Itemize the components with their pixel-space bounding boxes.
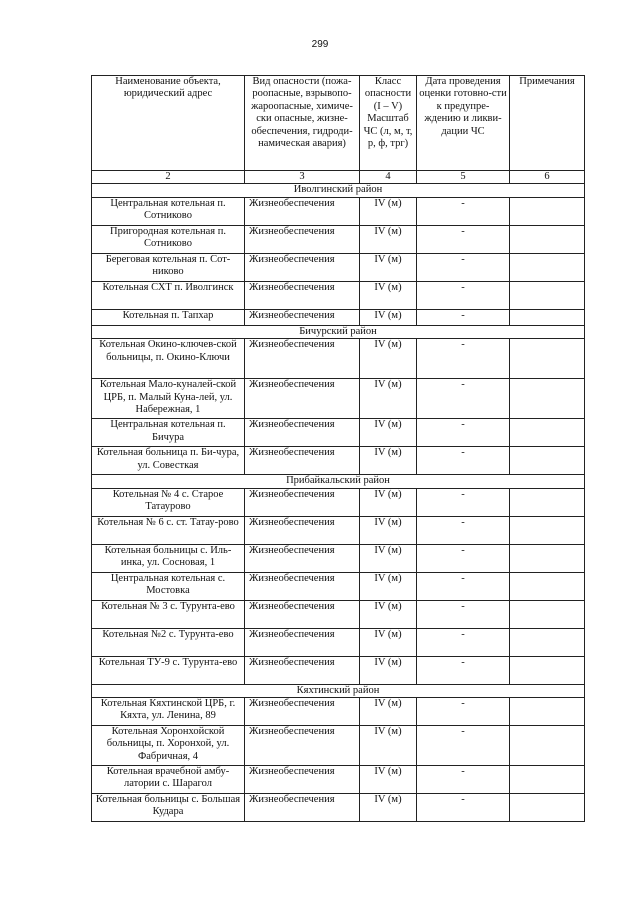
table-row <box>92 197 585 225</box>
assessment-date-cell: - <box>417 309 510 325</box>
table-row <box>92 628 585 656</box>
table-row <box>92 379 585 419</box>
object-name-cell: Котельная больницы с. Иль-инка, ул. Сосновая, 1 <box>92 544 245 572</box>
hazard-class-cell: IV (м) <box>360 339 417 379</box>
note-cell <box>510 572 585 600</box>
hazard-type-cell: Жизнеобеспечения <box>245 628 360 656</box>
hazard-type-cell: Жизнеобеспечения <box>245 281 360 309</box>
object-name-cell: Пригородная котельная п. Сотниково <box>92 225 245 253</box>
table-row <box>92 726 585 766</box>
section-title: Бичурский район <box>92 325 585 338</box>
table-row <box>92 698 585 726</box>
assessment-date-cell: - <box>417 488 510 516</box>
hazard-class-cell: IV (м) <box>360 766 417 794</box>
note-cell <box>510 281 585 309</box>
note-cell <box>510 628 585 656</box>
object-name-cell: Котельная больницы с. Большая Кудара <box>92 794 245 822</box>
assessment-date-cell: - <box>417 197 510 225</box>
hazard-type-cell: Жизнеобеспечения <box>245 225 360 253</box>
column-number: 3 <box>245 171 360 184</box>
note-cell <box>510 600 585 628</box>
note-cell <box>510 516 585 544</box>
assessment-date-cell: - <box>417 572 510 600</box>
table-row <box>92 544 585 572</box>
assessment-date-cell: - <box>417 726 510 766</box>
section-title: Иволгинский район <box>92 184 585 197</box>
assessment-date-cell: - <box>417 253 510 281</box>
hazard-type-cell: Жизнеобеспечения <box>245 197 360 225</box>
assessment-date-cell: - <box>417 339 510 379</box>
table-row <box>92 309 585 325</box>
table-row <box>92 225 585 253</box>
object-name-cell: Котельная п. Тапхар <box>92 309 245 325</box>
hazard-type-cell: Жизнеобеспечения <box>245 600 360 628</box>
hazard-type-cell: Жизнеобеспечения <box>245 544 360 572</box>
hazard-class-cell: IV (м) <box>360 698 417 726</box>
column-number: 5 <box>417 171 510 184</box>
assessment-date-cell: - <box>417 656 510 684</box>
assessment-date-cell: - <box>417 766 510 794</box>
hazard-class-cell: IV (м) <box>360 656 417 684</box>
object-name-cell: Центральная котельная п. Бичура <box>92 419 245 447</box>
hazard-type-cell: Жизнеобеспечения <box>245 726 360 766</box>
hazard-class-cell: IV (м) <box>360 447 417 475</box>
column-number-row <box>92 171 585 184</box>
note-cell <box>510 726 585 766</box>
object-name-cell: Котельная № 3 с. Турунта-ево <box>92 600 245 628</box>
section-row <box>92 475 585 488</box>
hazard-class-cell: IV (м) <box>360 419 417 447</box>
note-cell <box>510 766 585 794</box>
assessment-date-cell: - <box>417 419 510 447</box>
note-cell <box>510 379 585 419</box>
hazard-type-cell: Жизнеобеспечения <box>245 379 360 419</box>
column-number: 4 <box>360 171 417 184</box>
assessment-date-cell: - <box>417 544 510 572</box>
hazard-type-cell: Жизнеобеспечения <box>245 572 360 600</box>
note-cell <box>510 309 585 325</box>
hazard-type-cell: Жизнеобеспечения <box>245 766 360 794</box>
hazard-class-cell: IV (м) <box>360 544 417 572</box>
column-number: 2 <box>92 171 245 184</box>
table-row <box>92 253 585 281</box>
object-name-cell: Котельная № 4 с. Старое Татаурово <box>92 488 245 516</box>
hazard-type-cell: Жизнеобеспечения <box>245 447 360 475</box>
table-row <box>92 339 585 379</box>
object-name-cell: Центральная котельная п. Сотниково <box>92 197 245 225</box>
note-cell <box>510 225 585 253</box>
note-cell <box>510 447 585 475</box>
note-cell <box>510 197 585 225</box>
table-row <box>92 794 585 822</box>
note-cell <box>510 339 585 379</box>
hazard-type-cell: Жизнеобеспечения <box>245 488 360 516</box>
assessment-date-cell: - <box>417 628 510 656</box>
object-name-cell: Береговая котельная п. Сот-никово <box>92 253 245 281</box>
hazard-type-cell: Жизнеобеспечения <box>245 309 360 325</box>
hazard-class-cell: IV (м) <box>360 726 417 766</box>
hazard-class-cell: IV (м) <box>360 628 417 656</box>
hazard-type-cell: Жизнеобеспечения <box>245 516 360 544</box>
column-header: Класс опасности (I – V) Масштаб ЧС (л, м, т, р, ф, трг) <box>360 76 417 171</box>
assessment-date-cell: - <box>417 516 510 544</box>
note-cell <box>510 544 585 572</box>
note-cell <box>510 253 585 281</box>
hazard-class-cell: IV (м) <box>360 281 417 309</box>
assessment-date-cell: - <box>417 225 510 253</box>
hazard-class-cell: IV (м) <box>360 572 417 600</box>
page-number: 299 <box>311 39 329 50</box>
hazard-class-cell: IV (м) <box>360 794 417 822</box>
note-cell <box>510 794 585 822</box>
table-row <box>92 281 585 309</box>
column-header: Дата проведения оценки готовно-сти к предупре-ждению и ликви-дации ЧС <box>417 76 510 171</box>
object-name-cell: Котельная ТУ-9 с. Турунта-ево <box>92 656 245 684</box>
section-title: Прибайкальский район <box>92 475 585 488</box>
object-name-cell: Котельная Кяхтинской ЦРБ, г. Кяхта, ул. Ленина, 89 <box>92 698 245 726</box>
table-row <box>92 516 585 544</box>
hazard-class-cell: IV (м) <box>360 379 417 419</box>
table-row <box>92 419 585 447</box>
table-header-row <box>92 76 585 171</box>
hazard-type-cell: Жизнеобеспечения <box>245 794 360 822</box>
column-header: Наименование объекта, юридический адрес <box>92 76 245 171</box>
hazard-class-cell: IV (м) <box>360 309 417 325</box>
assessment-date-cell: - <box>417 379 510 419</box>
hazard-type-cell: Жизнеобеспечения <box>245 419 360 447</box>
note-cell <box>510 698 585 726</box>
note-cell <box>510 656 585 684</box>
column-number: 6 <box>510 171 585 184</box>
assessment-date-cell: - <box>417 281 510 309</box>
hazard-class-cell: IV (м) <box>360 197 417 225</box>
object-name-cell: Котельная Хоронхойской больницы, п. Хоронхой, ул. Фабричная, 4 <box>92 726 245 766</box>
table-row <box>92 572 585 600</box>
object-name-cell: Котельная врачебной амбу-латории с. Шарагол <box>92 766 245 794</box>
assessment-date-cell: - <box>417 447 510 475</box>
hazard-class-cell: IV (м) <box>360 488 417 516</box>
column-header: Примечания <box>510 76 585 171</box>
hazard-class-cell: IV (м) <box>360 516 417 544</box>
section-row <box>92 184 585 197</box>
column-header: Вид опасности (пожа-роопасные, взрывопо-жароопасные, химиче-ски опасные, жизне-обеспечения, гидроди-намическая авария) <box>245 76 360 171</box>
hazard-objects-table <box>91 75 585 822</box>
object-name-cell: Котельная Окино-ключев-ской больницы, п. Окино-Ключи <box>92 339 245 379</box>
object-name-cell: Котельная № 6 с. ст. Татау-рово <box>92 516 245 544</box>
hazard-type-cell: Жизнеобеспечения <box>245 698 360 726</box>
hazard-class-cell: IV (м) <box>360 600 417 628</box>
object-name-cell: Центральная котельная с. Мостовка <box>92 572 245 600</box>
assessment-date-cell: - <box>417 600 510 628</box>
table-row <box>92 488 585 516</box>
note-cell <box>510 488 585 516</box>
hazard-class-cell: IV (м) <box>360 225 417 253</box>
assessment-date-cell: - <box>417 698 510 726</box>
assessment-date-cell: - <box>417 794 510 822</box>
object-name-cell: Котельная Мало-куналей-ской ЦРБ, п. Малый Куна-лей, ул. Набережная, 1 <box>92 379 245 419</box>
table-row <box>92 600 585 628</box>
object-name-cell: Котельная №2 с. Турунта-ево <box>92 628 245 656</box>
hazard-type-cell: Жизнеобеспечения <box>245 253 360 281</box>
object-name-cell: Котельная СХТ п. Иволгинск <box>92 281 245 309</box>
table-row <box>92 447 585 475</box>
hazard-type-cell: Жизнеобеспечения <box>245 339 360 379</box>
note-cell <box>510 419 585 447</box>
hazard-type-cell: Жизнеобеспечения <box>245 656 360 684</box>
table-row <box>92 656 585 684</box>
hazard-class-cell: IV (м) <box>360 253 417 281</box>
section-row <box>92 684 585 697</box>
object-name-cell: Котельная больница п. Би-чура, ул. Совесткая <box>92 447 245 475</box>
section-row <box>92 325 585 338</box>
table-row <box>92 766 585 794</box>
section-title: Кяхтинский район <box>92 684 585 697</box>
